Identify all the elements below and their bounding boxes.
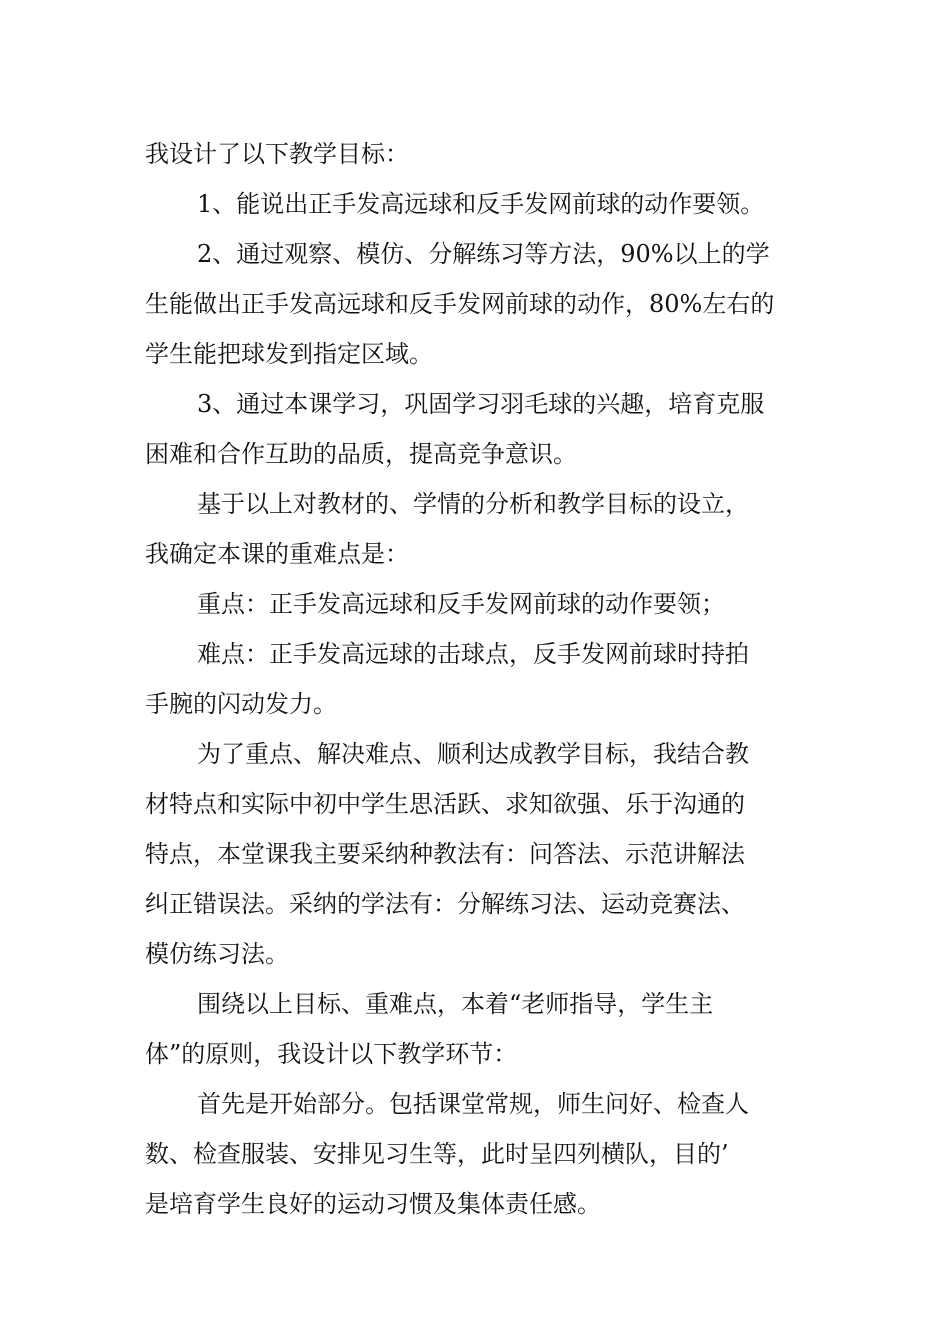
text-line: 手腕的闪动发力。 <box>145 690 337 718</box>
text-line: 1、能说出正手发高远球和反手发网前球的动作要领。 <box>197 190 765 218</box>
text-line: 体”的原则，我设计以下教学环节： <box>145 1040 518 1068</box>
text-line: 生能做出正手发高远球和反手发网前球的动作，80%左右的 <box>145 290 775 318</box>
text-line: 困难和合作互助的品质，提高竞争意识。 <box>145 440 577 468</box>
text-line: 重点：正手发高远球和反手发网前球的动作要领； <box>197 590 725 618</box>
text-line: 纠正错误法。采纳的学法有：分解练习法、运动竞赛法、 <box>145 890 745 918</box>
text-line: 我设计了以下教学目标： <box>145 140 409 168</box>
text-line: 3、通过本课学习，巩固学习羽毛球的兴趣，培育克服 <box>197 390 765 418</box>
text-line: 模仿练习法。 <box>145 940 289 968</box>
text-line: 围绕以上目标、重难点，本着“老师指导，学生主 <box>197 990 714 1018</box>
text-line: 我确定本课的重难点是： <box>145 540 409 568</box>
document-body <box>145 129 810 1229</box>
text-line: 数、检查服装、安排见习生等，此时呈四列横队，目的’ <box>145 1140 729 1168</box>
text-line: 是培育学生良好的运动习惯及集体责任感。 <box>145 1190 601 1218</box>
text-line: 学生能把球发到指定区域。 <box>145 340 433 368</box>
text-line: 基于以上对教材的、学情的分析和教学目标的设立， <box>197 490 749 518</box>
text-line: 特点，本堂课我主要采纳种教法有：问答法、示范讲解法 <box>145 840 745 868</box>
text-line: 难点：正手发高远球的击球点，反手发网前球时持拍 <box>197 640 749 668</box>
text-line: 2、通过观察、模仿、分解练习等方法，90%以上的学 <box>197 240 770 268</box>
text-line: 材特点和实际中初中学生思活跃、求知欲强、乐于沟通的 <box>145 790 745 818</box>
text-line: 为了重点、解决难点、顺利达成教学目标，我结合教 <box>197 740 749 768</box>
text-line: 首先是开始部分。包括课堂常规，师生问好、检查人 <box>197 1090 749 1118</box>
